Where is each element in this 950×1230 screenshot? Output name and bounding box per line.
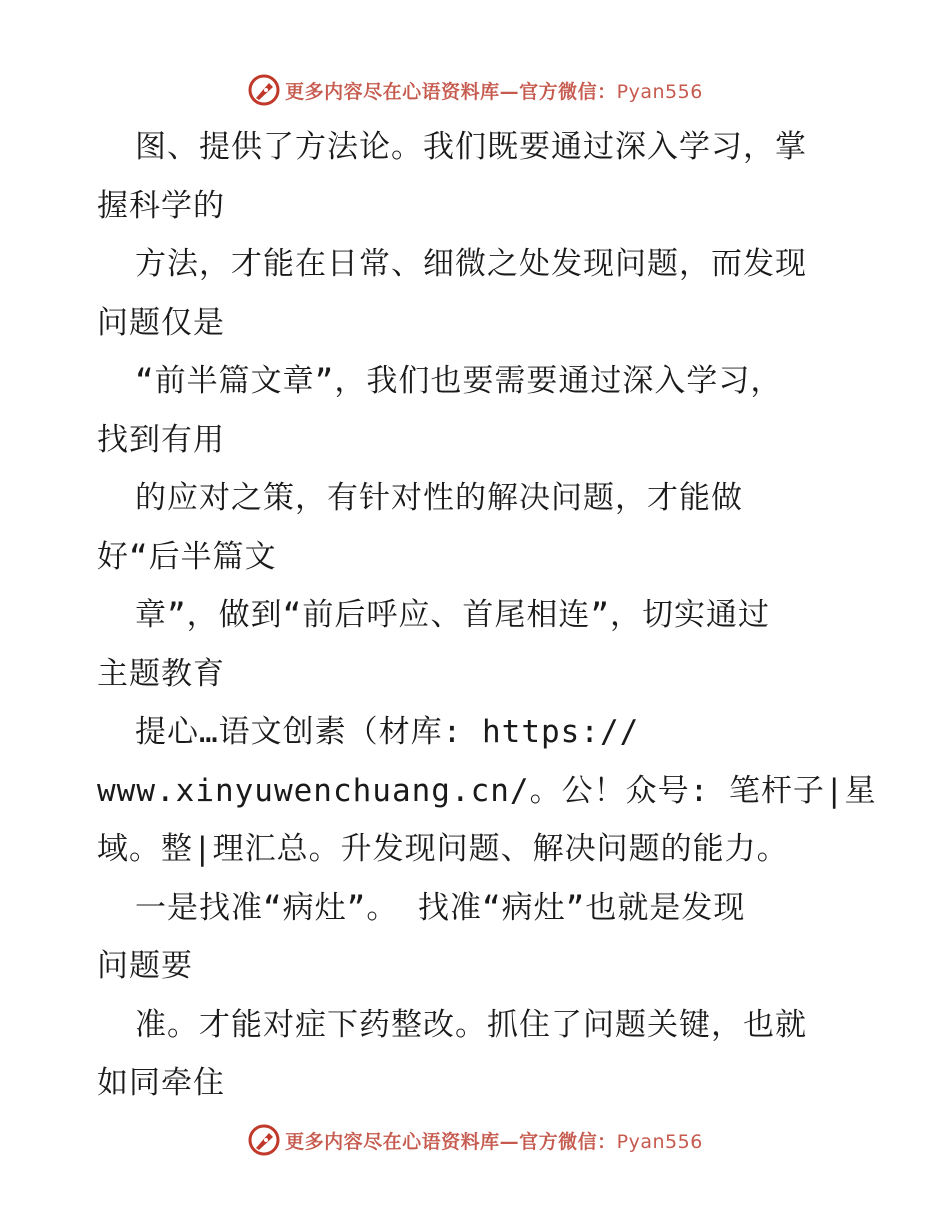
text-line: 章”，做到“前后呼应、首尾相连”，切实通过: [135, 597, 770, 633]
footer-banner-account: Pyan556: [616, 1130, 703, 1153]
header-banner: [0, 70, 950, 110]
text-line: 握科学的: [97, 187, 225, 224]
text-line: 问题要: [97, 948, 193, 984]
header-banner-text: 更多内容尽在心语资料库—官方微信：Pyan556: [285, 80, 703, 103]
text-line: 方法，才能在日常、细微之处发现问题，而发现: [135, 246, 807, 282]
footer-banner: [0, 1120, 950, 1160]
text-line: “前半篇文章”，我们也要需要通过深入学习，: [135, 363, 783, 399]
footer-banner-text: 更多内容尽在心语资料库—官方微信：Pyan556: [285, 1130, 703, 1153]
pen-nib-logo-icon: [247, 73, 281, 107]
header-banner-account: Pyan556: [616, 80, 703, 103]
text-line: 提心…语文创素（材库: https://: [135, 714, 640, 750]
text-line: 图、提供了方法论。我们既要通过深入学习，掌: [135, 129, 807, 165]
pen-nib-logo-icon: [247, 1123, 281, 1157]
text-line: 一是找准“病灶”。 找准“病灶”也就是发现: [135, 889, 746, 926]
text-line: 问题仅是: [97, 304, 225, 341]
text-line: 主题教育: [97, 655, 225, 692]
document-body: [97, 118, 877, 1113]
text-line: www.xinyuwenchuang.cn/。公！众号: 笔杆子|星: [97, 772, 877, 809]
text-line: 如同牵住: [97, 1065, 225, 1101]
text-line: 域。整|理汇总。升发现问题、解决问题的能力。: [97, 831, 789, 867]
text-line: 准。才能对症下药整改。抓住了问题关键，也就: [135, 1006, 807, 1043]
text-line: 好“后半篇文: [97, 538, 277, 575]
text-line: 找到有用: [97, 421, 225, 458]
text-line: 的应对之策，有针对性的解决问题，才能做: [135, 480, 743, 516]
